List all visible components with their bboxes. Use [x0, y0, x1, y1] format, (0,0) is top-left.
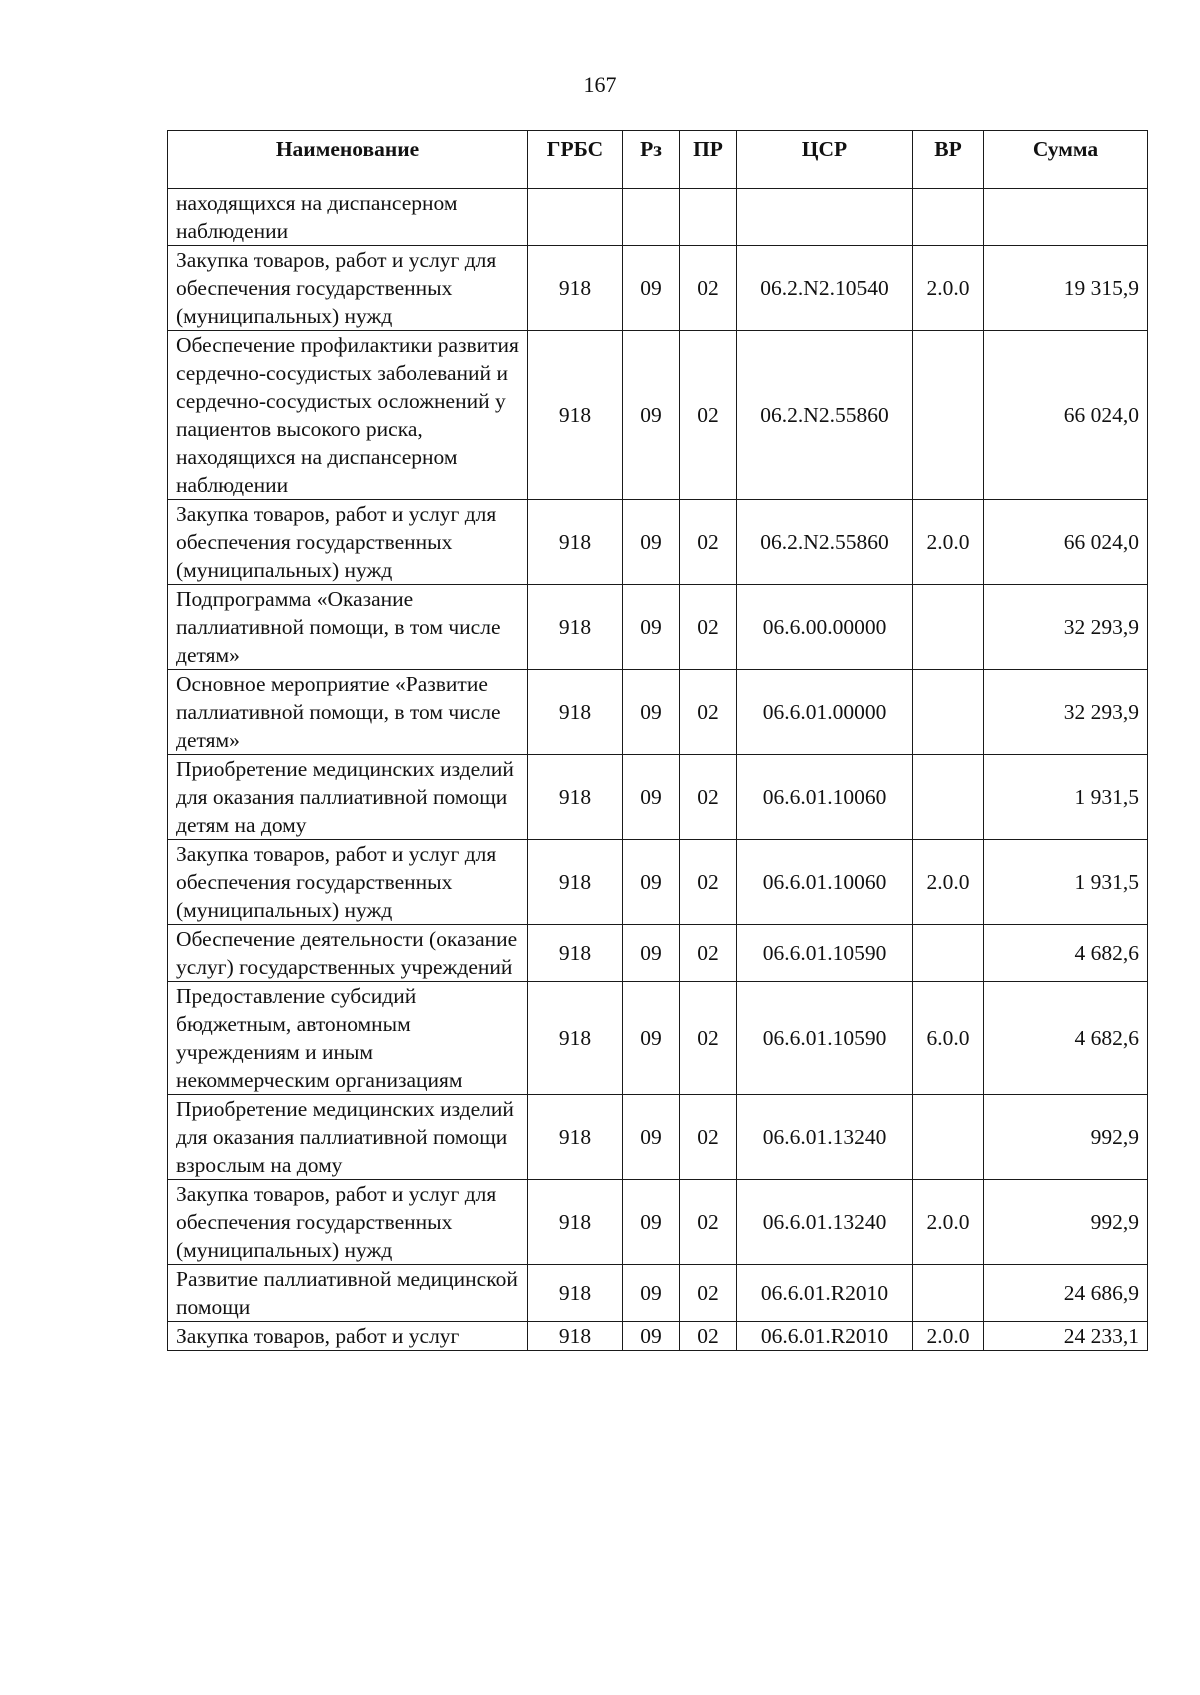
cell-vr: 2.0.0	[913, 1322, 984, 1351]
table-row	[168, 1095, 1148, 1180]
cell-pr: 02	[680, 755, 737, 840]
cell-name: Предоставление субсидий бюджетным, автономным учреждениям и иным некоммерческим организациям	[168, 982, 528, 1095]
table-row	[168, 1322, 1148, 1351]
cell-pr: 02	[680, 982, 737, 1095]
header-name: Наименование	[168, 131, 528, 189]
cell-name: Закупка товаров, работ и услуг	[168, 1322, 528, 1351]
table-row	[168, 925, 1148, 982]
cell-rz: 09	[623, 840, 680, 925]
table-row	[168, 331, 1148, 500]
cell-csr: 06.6.01.13240	[737, 1180, 913, 1265]
cell-rz: 09	[623, 331, 680, 500]
table-row	[168, 982, 1148, 1095]
header-vr: ВР	[913, 131, 984, 189]
table-row	[168, 840, 1148, 925]
cell-grbs: 918	[528, 500, 623, 585]
cell-pr: 02	[680, 1180, 737, 1265]
cell-name: Закупка товаров, работ и услуг для обеспечения государственных (муниципальных) нужд	[168, 840, 528, 925]
cell-csr: 06.6.00.00000	[737, 585, 913, 670]
cell-csr: 06.2.N2.55860	[737, 500, 913, 585]
cell-csr: 06.2.N2.55860	[737, 331, 913, 500]
cell-vr: 2.0.0	[913, 246, 984, 331]
cell-rz: 09	[623, 246, 680, 331]
cell-grbs: 918	[528, 1095, 623, 1180]
cell-sum: 4 682,6	[984, 982, 1148, 1095]
table-header-row	[168, 131, 1148, 189]
cell-csr: 06.6.01.10590	[737, 925, 913, 982]
cell-name: Обеспечение профилактики развития сердечно-сосудистых заболеваний и сердечно-сосудистых осложнений у пациентов высокого риска, находящихся на диспансерном наблюдении	[168, 331, 528, 500]
cell-vr: 2.0.0	[913, 840, 984, 925]
cell-rz: 09	[623, 755, 680, 840]
cell-pr: 02	[680, 246, 737, 331]
header-rz: Рз	[623, 131, 680, 189]
cell-rz: 09	[623, 925, 680, 982]
cell-rz: 09	[623, 670, 680, 755]
cell-pr: 02	[680, 1095, 737, 1180]
cell-name: находящихся на диспансерном наблюдении	[168, 189, 528, 246]
cell-sum: 992,9	[984, 1095, 1148, 1180]
cell-sum: 19 315,9	[984, 246, 1148, 331]
cell-grbs: 918	[528, 925, 623, 982]
header-csr: ЦСР	[737, 131, 913, 189]
cell-rz: 09	[623, 500, 680, 585]
cell-csr: 06.6.01.10060	[737, 755, 913, 840]
cell-grbs: 918	[528, 755, 623, 840]
cell-name: Основное мероприятие «Развитие паллиативной помощи, в том числе детям»	[168, 670, 528, 755]
cell-pr: 02	[680, 500, 737, 585]
cell-name: Закупка товаров, работ и услуг для обеспечения государственных (муниципальных) нужд	[168, 500, 528, 585]
cell-rz	[623, 189, 680, 246]
cell-grbs: 918	[528, 1180, 623, 1265]
cell-grbs	[528, 189, 623, 246]
cell-grbs: 918	[528, 840, 623, 925]
cell-sum: 66 024,0	[984, 331, 1148, 500]
table-body	[168, 189, 1148, 1351]
cell-rz: 09	[623, 585, 680, 670]
cell-name: Приобретение медицинских изделий для оказания паллиативной помощи детям на дому	[168, 755, 528, 840]
cell-name: Закупка товаров, работ и услуг для обеспечения государственных (муниципальных) нужд	[168, 246, 528, 331]
cell-grbs: 918	[528, 585, 623, 670]
cell-grbs: 918	[528, 1265, 623, 1322]
cell-grbs: 918	[528, 246, 623, 331]
cell-name: Развитие паллиативной медицинской помощи	[168, 1265, 528, 1322]
cell-vr	[913, 1095, 984, 1180]
table-row	[168, 1180, 1148, 1265]
budget-table	[167, 130, 1148, 1351]
cell-vr: 6.0.0	[913, 982, 984, 1095]
table-row	[168, 189, 1148, 246]
cell-pr: 02	[680, 331, 737, 500]
cell-rz: 09	[623, 1095, 680, 1180]
cell-sum: 32 293,9	[984, 670, 1148, 755]
cell-csr: 06.6.01.R2010	[737, 1322, 913, 1351]
cell-csr: 06.6.01.10060	[737, 840, 913, 925]
cell-rz: 09	[623, 1322, 680, 1351]
page-number: 167	[583, 72, 617, 97]
cell-vr	[913, 1265, 984, 1322]
cell-sum: 992,9	[984, 1180, 1148, 1265]
cell-vr: 2.0.0	[913, 1180, 984, 1265]
cell-csr: 06.6.01.10590	[737, 982, 913, 1095]
table-row	[168, 1265, 1148, 1322]
cell-csr: 06.6.01.R2010	[737, 1265, 913, 1322]
cell-name: Подпрограмма «Оказание паллиативной помощи, в том числе детям»	[168, 585, 528, 670]
cell-csr: 06.2.N2.10540	[737, 246, 913, 331]
cell-vr	[913, 925, 984, 982]
cell-vr	[913, 585, 984, 670]
table-row	[168, 500, 1148, 585]
cell-sum: 1 931,5	[984, 755, 1148, 840]
cell-rz: 09	[623, 982, 680, 1095]
cell-rz: 09	[623, 1265, 680, 1322]
cell-pr: 02	[680, 1265, 737, 1322]
cell-name: Приобретение медицинских изделий для оказания паллиативной помощи взрослым на дому	[168, 1095, 528, 1180]
table-row	[168, 246, 1148, 331]
cell-pr: 02	[680, 925, 737, 982]
cell-grbs: 918	[528, 982, 623, 1095]
cell-vr	[913, 331, 984, 500]
cell-pr: 02	[680, 840, 737, 925]
cell-rz: 09	[623, 1180, 680, 1265]
cell-csr: 06.6.01.00000	[737, 670, 913, 755]
cell-pr: 02	[680, 585, 737, 670]
table-row	[168, 585, 1148, 670]
table-row	[168, 755, 1148, 840]
cell-sum: 24 686,9	[984, 1265, 1148, 1322]
cell-sum: 1 931,5	[984, 840, 1148, 925]
cell-grbs: 918	[528, 670, 623, 755]
cell-sum: 32 293,9	[984, 585, 1148, 670]
cell-sum	[984, 189, 1148, 246]
cell-sum: 4 682,6	[984, 925, 1148, 982]
cell-name: Закупка товаров, работ и услуг для обеспечения государственных (муниципальных) нужд	[168, 1180, 528, 1265]
cell-csr	[737, 189, 913, 246]
header-pr: ПР	[680, 131, 737, 189]
header-sum: Сумма	[984, 131, 1148, 189]
cell-vr	[913, 670, 984, 755]
cell-vr	[913, 755, 984, 840]
cell-pr: 02	[680, 1322, 737, 1351]
cell-vr: 2.0.0	[913, 500, 984, 585]
cell-vr	[913, 189, 984, 246]
cell-sum: 66 024,0	[984, 500, 1148, 585]
cell-pr	[680, 189, 737, 246]
cell-grbs: 918	[528, 331, 623, 500]
table-row	[168, 670, 1148, 755]
cell-grbs: 918	[528, 1322, 623, 1351]
cell-csr: 06.6.01.13240	[737, 1095, 913, 1180]
cell-sum: 24 233,1	[984, 1322, 1148, 1351]
cell-pr: 02	[680, 670, 737, 755]
header-grbs: ГРБС	[528, 131, 623, 189]
cell-name: Обеспечение деятельности (оказание услуг) государственных учреждений	[168, 925, 528, 982]
